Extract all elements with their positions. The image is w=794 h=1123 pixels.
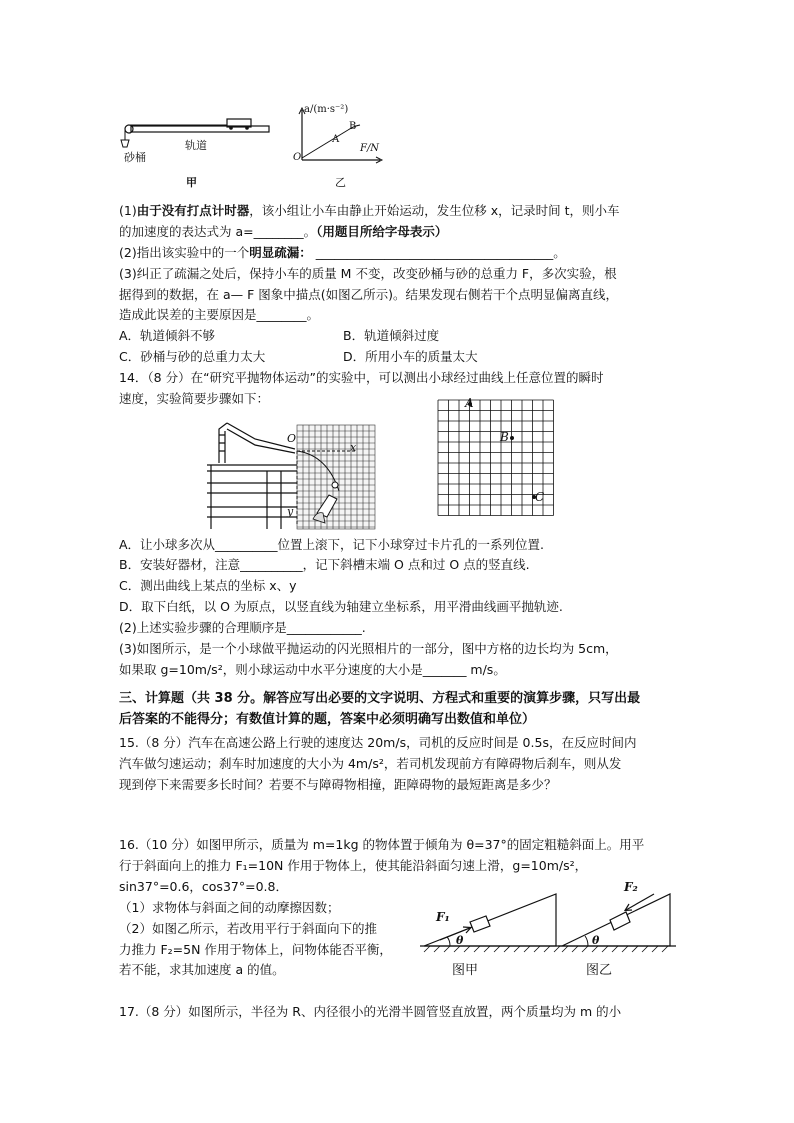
section3-heading-line2: 后答案的不能得分；有数值计算的题，答案中必须明确写出数值和单位） xyxy=(119,712,536,727)
incline-jia-caption: 图甲 xyxy=(452,963,479,978)
incline-yi-caption: 图乙 xyxy=(586,963,613,978)
block xyxy=(470,916,490,932)
q13-part3-line1: (3)纠正了疏漏之处后，保持小车的质量 M 不变，改变砂桶与砂的总重力 F，多次实验，根 xyxy=(119,266,617,281)
q16-part2-line2: 力推力 F₂=5N 作用于物体上，问物体能否平衡， xyxy=(119,942,392,957)
a-axis-label: a/(m·s⁻²) xyxy=(304,104,349,115)
figure-jia-caption: 甲 xyxy=(186,176,197,189)
section3-heading-line1: 三、计算题（共 38 分。解答应写出必要的文字说明、方程式和重要的演算步骤，只写出最 xyxy=(119,691,641,706)
block xyxy=(610,912,630,930)
q14-line2: 速度，实验简要步骤如下： xyxy=(119,391,270,406)
q13-option-b: B．轨道倾斜过度 xyxy=(343,328,440,343)
bucket-label: 砂桶 xyxy=(124,151,146,164)
apparatus-x-label: x xyxy=(350,441,357,454)
grid-paper xyxy=(297,425,375,529)
q13-part1-line1: (1)由于没有打点计时器，该小组让小车由静止开始运动，发生位移 x，记录时间 t，则小车 xyxy=(119,203,620,218)
origin-label: O xyxy=(293,152,302,163)
point-a-label: A xyxy=(332,134,340,145)
grid-label-b: B xyxy=(500,430,509,444)
point-b-label: B xyxy=(349,121,357,132)
apparatus-y-label: y xyxy=(287,505,294,518)
q14-step-a: A．让小球多次从__________位置上滚下，记下小球穿过卡片孔的一系列位置. xyxy=(119,537,545,552)
q13-part3-line3: 造成此误差的主要原因是________。 xyxy=(119,307,320,322)
q13-option-a: A．轨道倾斜不够 xyxy=(119,328,216,343)
q13-part2: (2)指出该实验中的一个明显疏漏： ______________________________________。 xyxy=(119,245,566,260)
q16-part1: （1）求物体与斜面之间的动摩擦因数； xyxy=(119,900,340,915)
incline-jia-angle-label: θ xyxy=(456,934,464,947)
q13-option-d: D．所用小车的质量太大 xyxy=(343,349,478,364)
q16-part2-line3: 若不能，求其加速度 a 的值。 xyxy=(119,962,285,977)
incline-jia-force-label: F₁ xyxy=(436,910,450,924)
q17-line1: 17.（8 分）如图所示，半径为 R、内径很小的光滑半圆管竖直放置，两个质量均为 m 的小 xyxy=(119,1004,622,1019)
q16-line2: 行于斜面向上的推力 F₁=10N 作用于物体上，使其能沿斜面匀速上滑，g=10m/s²， xyxy=(119,858,588,873)
force-arrow-f2 xyxy=(626,894,654,910)
fit-line xyxy=(302,130,348,158)
angle-arc xyxy=(447,937,450,946)
q16-line3: sin37°=0.6，cos37°=0.8． xyxy=(119,879,288,894)
table-frame xyxy=(207,465,297,529)
incline-yi-angle-label: θ xyxy=(592,934,600,947)
q14-step-c: C．测出曲线上某点的坐标 x、y xyxy=(119,578,297,593)
figure-yi-caption: 乙 xyxy=(335,176,346,189)
q13-option-c: C．砂桶与砂的总重力太大 xyxy=(119,349,266,364)
grid-label-a: A xyxy=(465,396,474,410)
point-b xyxy=(510,436,514,440)
q15-line1: 15.（8 分）汽车在高速公路上行驶的速度达 20m/s，司机的反应时间是 0.5s，在反应时间内 xyxy=(119,735,637,750)
angle-arc xyxy=(585,936,588,946)
q15-line2: 汽车做匀速运动；刹车时加速度的大小为 4m/s²，若司机发现前方有障碍物后刹车，则从发 xyxy=(119,756,622,771)
q16-part2-line1: （2）如图乙所示，若改用平行于斜面向下的推 xyxy=(119,921,377,936)
q14-step-d: D．取下白纸，以 O 为原点，以竖直线为轴建立坐标系，用平滑曲线画平抛轨迹. xyxy=(119,599,563,614)
force-arrow-f1 xyxy=(440,928,470,940)
pulley xyxy=(125,125,133,133)
grid-label-c: C xyxy=(535,490,545,504)
f-axis-label: F/N xyxy=(360,143,380,154)
q14-part3-line1: (3)如图所示，是一个小球做平抛运动的闪光照相片的一部分，图中方格的边长均为 5cm， xyxy=(119,641,618,656)
q14-step-b: B．安装好器材，注意__________，记下斜槽末端 O 点和过 O 点的竖直线. xyxy=(119,557,530,572)
chute xyxy=(219,423,295,463)
q13-part1-line2: 的加速度的表达式为 a=________。（用题目所给字母表示） xyxy=(119,224,448,239)
ball xyxy=(332,482,338,488)
sand-bucket xyxy=(121,140,129,147)
incline-figure-yi xyxy=(558,882,678,954)
q16-line1: 16.（10 分）如图甲所示，质量为 m=1kg 的物体置于倾角为 θ=37°的固定粗糙斜面上。用平 xyxy=(119,837,645,852)
q13-part1-bold: 由于没有打点计时器 xyxy=(136,203,250,218)
apparatus-origin-label: O xyxy=(287,432,297,445)
q15-line3: 现到停下来需要多长时间？若要不与障碍物相撞，距障碍物的最短距离是多少？ xyxy=(119,777,557,792)
incline-yi-force-label: F₂ xyxy=(624,880,638,894)
q14-line1: 14．（8 分）在“研究平抛物体运动”的实验中，可以测出小球经过曲线上任意位置的瞬时 xyxy=(119,370,604,385)
q14-part3-line2: 如果取 g=10m/s²，则小球运动中水平分速度的大小是_______ m/s。 xyxy=(119,662,506,677)
q13-part3-line2: 据得到的数据，在 a— F 图象中描点(如图乙所示)。结果发现右侧若干个点明显偏离直线， xyxy=(119,287,619,302)
q14-part2: (2)上述实验步骤的合理顺序是____________. xyxy=(119,620,366,635)
track-label: 轨道 xyxy=(185,139,207,152)
